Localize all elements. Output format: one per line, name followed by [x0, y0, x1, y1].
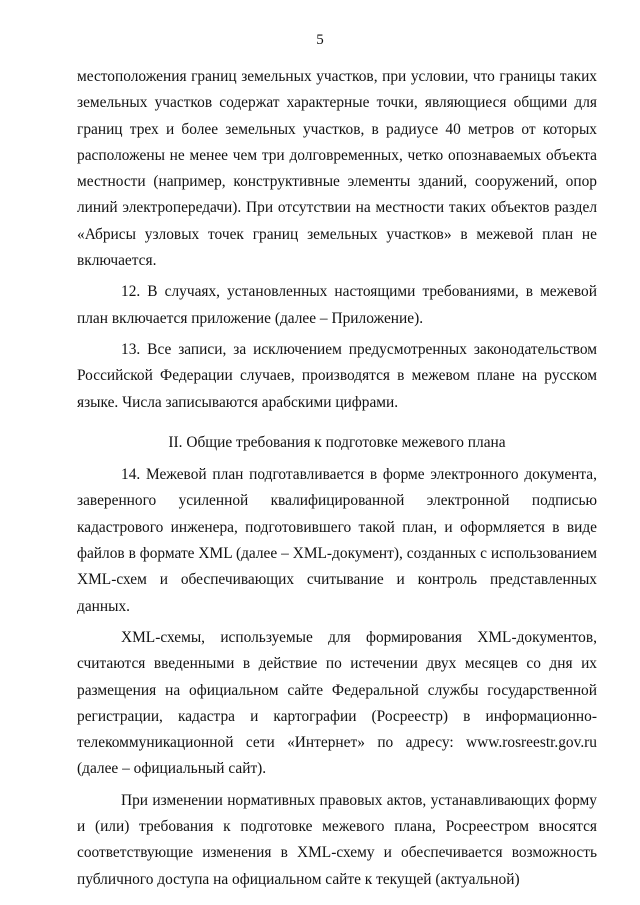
paragraph-xml-schemas: XML-схемы, используемые для формирования XML-документов, считаются введенными в действие по истечении двух месяцев со дня их размещения на официальном сайте Федеральной службы государственной регистрации, кадастра и картографии (Росреестр) в информационно-телекоммуникационной сети «Интернет» по адресу: www.rosreestr.gov.ru (далее – официальный сайт). — [77, 628, 597, 778]
paragraph-continuation: местоположения границ земельных участков, при условии, что границы таких земельных участков содержат характерные точки, являющиеся общими для границ трех и более земельных участков, в радиусе 40 метров от которых расположены не менее чем три долговременных, четко опознаваемых объекта местности (например, конструктивные элементы зданий, сооружений, опор линий электропередачи). При отсутствии на местности таких объектов раздел «Абрисы узловых точек границ земельных участков» в межевой план не включается. — [77, 68, 597, 270]
paragraph-schema-changes: При изменении нормативных правовых актов, устанавливающих форму и (или) требования к подготовке межевого плана, Росреестром вносятся соответствующие изменения в XML-схему и обеспечивается возможность публичного доступа на официальном сайте к текущей (актуальной) — [77, 791, 597, 888]
paragraph-12: 12. В случаях, установленных настоящими требованиями, в межевой план включается приложение (далее – Приложение). — [77, 283, 597, 327]
document-body — [77, 64, 597, 893]
page-number: 5 — [316, 32, 324, 48]
paragraph-13: 13. Все записи, за исключением предусмотренных законодательством Российской Федерации случаев, производятся в межевом плане на русском языке. Числа записываются арабскими цифрами. — [77, 340, 597, 411]
section-heading: II. Общие требования к подготовке межевого плана — [168, 433, 506, 451]
paragraph-14: 14. Межевой план подготавливается в форме электронного документа, заверенного усиленной квалифицированной электронной подписью кадастрового инженера, подготовившего такой план, и оформляется в виде файлов в формате XML (далее – XML-документ), созданных с использованием XML-схем и обеспечивающих считывание и контроль представленных данных. — [77, 466, 597, 615]
